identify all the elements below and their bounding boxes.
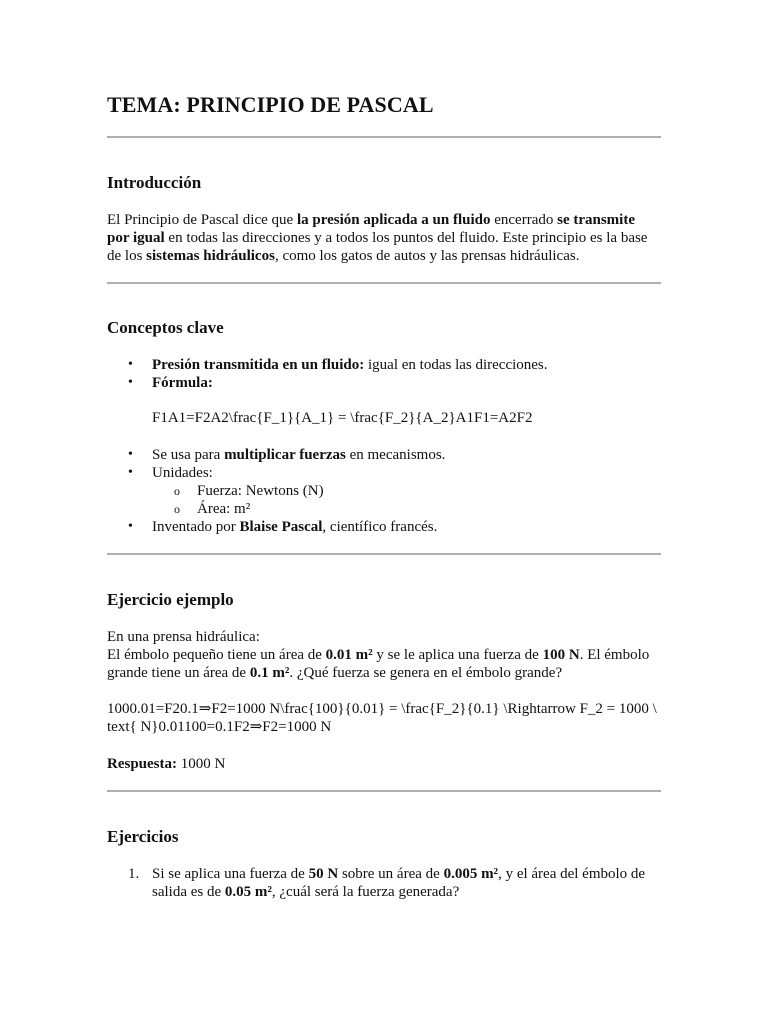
- circle-bullet-icon: o: [174, 502, 180, 516]
- exercise-text: sobre un área de: [338, 866, 444, 882]
- concept-text: Inventado por: [152, 519, 240, 535]
- bullet-icon: •: [128, 519, 133, 534]
- concept-text: Área: m²: [197, 501, 251, 517]
- answer-value: 1000 N: [177, 756, 226, 772]
- intro-bold: la presión aplicada a un fluido: [296, 212, 491, 228]
- intro-paragraph: [107, 211, 661, 265]
- circle-bullet-icon: o: [174, 484, 180, 498]
- example-calculation: [107, 700, 661, 736]
- exercise-text: , y el área del émbolo de: [498, 866, 646, 882]
- example-text: y se le aplica una fuerza de: [372, 647, 543, 663]
- example-bold: 100 N: [542, 647, 580, 663]
- intro-bold: se transmite: [557, 212, 636, 228]
- calculation-line: text{ N}0.01100=0.1F2⇒F2=1000 N: [107, 719, 332, 735]
- exercise-text: salida es de: [152, 884, 225, 900]
- answer-label: Respuesta:: [107, 756, 177, 772]
- concepts-heading: Conceptos clave: [107, 318, 224, 337]
- intro-bold: sistemas hidráulicos: [146, 248, 275, 264]
- page-title: TEMA: PRINCIPIO DE PASCAL: [107, 92, 434, 117]
- exercise-bold: 50 N: [308, 866, 339, 882]
- intro-bold: por igual: [107, 230, 165, 246]
- example-statement: [107, 628, 661, 682]
- example-text: El émbolo pequeño tiene un área de: [107, 647, 326, 663]
- intro-text: , como los gatos de autos y las prensas hidráulicas.: [274, 248, 580, 264]
- intro-text: de los: [107, 248, 147, 264]
- concept-bold: Blaise Pascal: [239, 519, 323, 535]
- concept-text: , científico francés.: [322, 519, 438, 535]
- concept-bold: Presión transmitida en un fluido:: [152, 357, 365, 373]
- intro-text: El Principio de Pascal dice que: [107, 212, 297, 228]
- bullet-icon: •: [128, 465, 133, 480]
- concept-bold: Fórmula:: [152, 375, 213, 391]
- exercises-heading: Ejercicios: [107, 827, 179, 846]
- concept-text: en mecanismos.: [345, 447, 446, 463]
- concept-text: Se usa para: [152, 447, 225, 463]
- list-number: 1.: [128, 866, 140, 882]
- concept-text: igual en todas las direcciones.: [364, 357, 548, 373]
- intro-text: en todas las direcciones y a todos los puntos del fluido. Este principio es la base: [164, 230, 648, 246]
- intro-text: encerrado: [490, 212, 558, 228]
- concept-text: Fuerza: Newtons (N): [197, 483, 324, 499]
- divider: [107, 553, 661, 555]
- example-text: . El émbolo: [579, 647, 650, 663]
- example-bold: 0.01 m²: [325, 647, 373, 663]
- bullet-icon: •: [128, 447, 133, 462]
- divider: [107, 136, 661, 138]
- example-text: En una prensa hidráulica:: [107, 629, 260, 645]
- example-text: grande tiene un área de: [107, 665, 250, 681]
- calculation-line: 1000.01=F20.1⇒F2=1000 N\frac{100}{0.01} = \frac{F_2}{0.1} \Rightarrow F_2 = 1000 \: [107, 701, 657, 717]
- concept-text: Unidades:: [152, 465, 213, 481]
- example-answer: [107, 755, 661, 773]
- example-heading: Ejercicio ejemplo: [107, 590, 234, 609]
- bullet-icon: •: [128, 357, 133, 372]
- formula-text: F1A1=F2A2\frac{F_1}{A_1} = \frac{F_2}{A_2}A1F1=A2F2: [152, 410, 533, 426]
- example-bold: 0.1 m²: [249, 665, 290, 681]
- exercise-text: , ¿cuál será la fuerza generada?: [271, 884, 460, 900]
- divider: [107, 282, 661, 284]
- exercise-bold: 0.005 m²: [443, 866, 499, 882]
- bullet-icon: •: [128, 375, 133, 390]
- exercise-bold: 0.05 m²: [224, 884, 272, 900]
- example-text: . ¿Qué fuerza se genera en el émbolo grande?: [289, 665, 563, 681]
- exercise-text: Si se aplica una fuerza de: [152, 866, 309, 882]
- intro-heading: Introducción: [107, 173, 202, 192]
- divider: [107, 790, 661, 792]
- concept-bold: multiplicar fuerzas: [224, 447, 346, 463]
